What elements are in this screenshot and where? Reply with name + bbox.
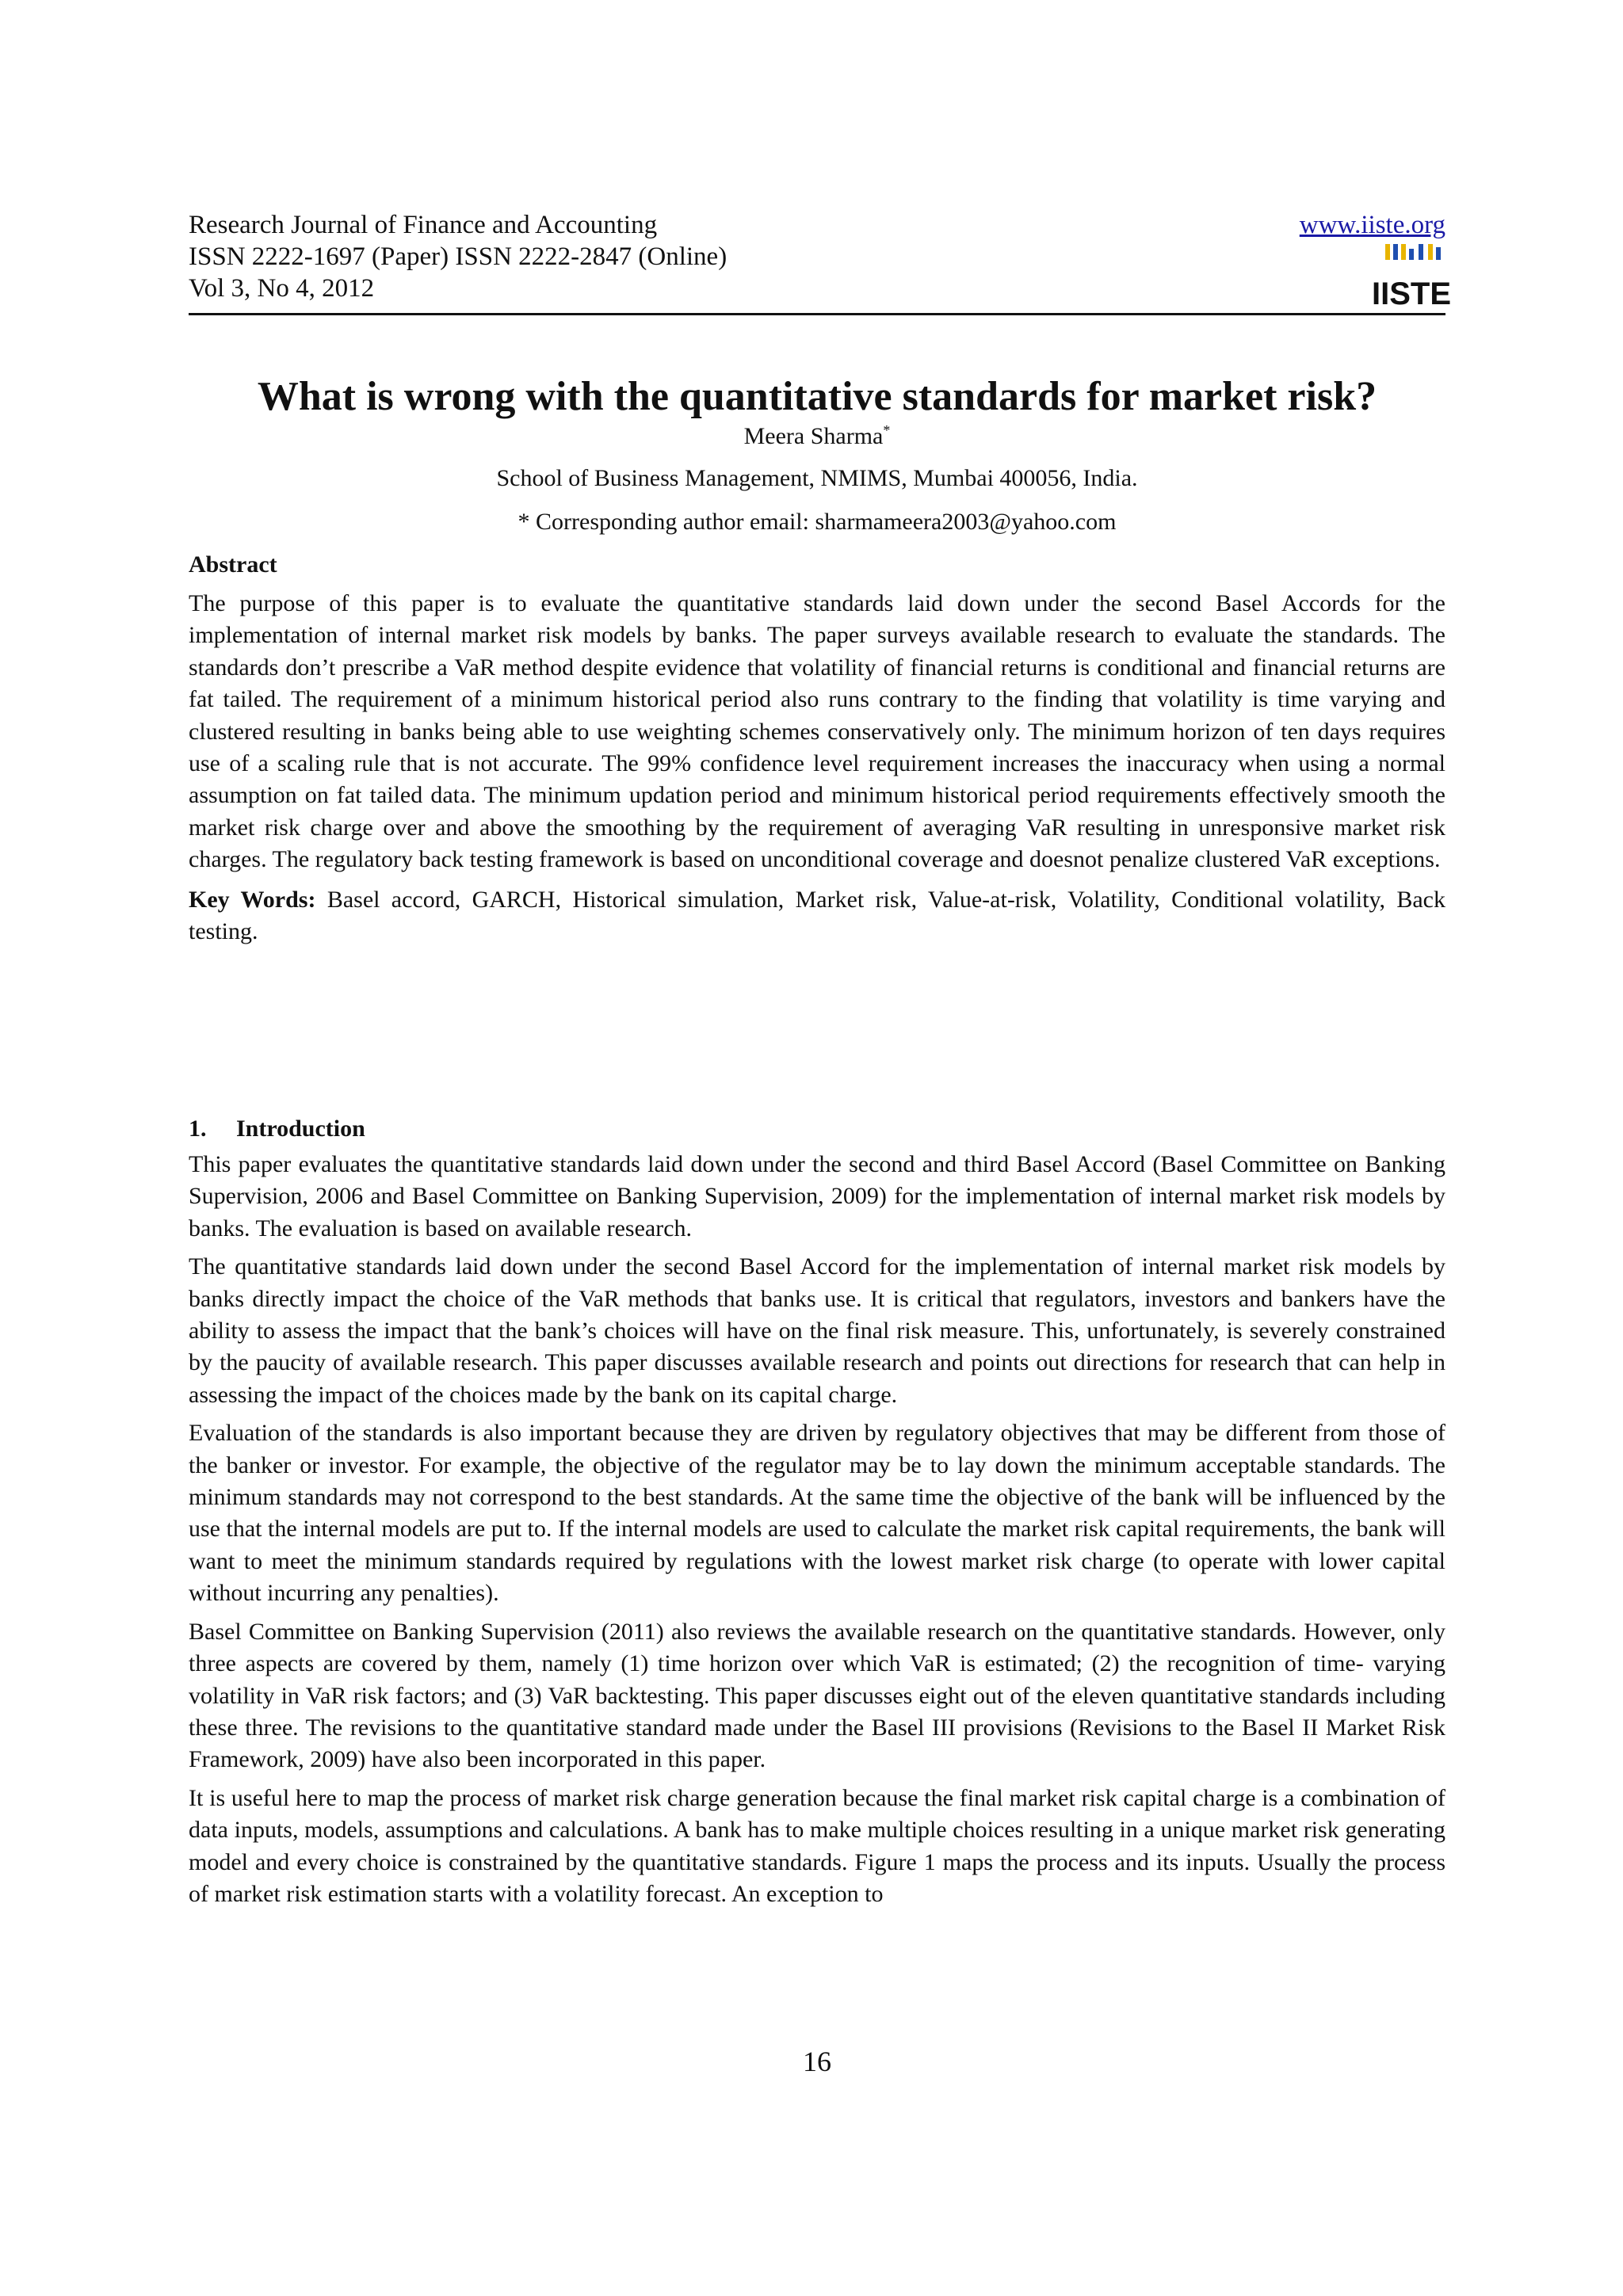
- affiliation: School of Business Management, NMIMS, Mumbai 400056, India.: [496, 465, 1138, 491]
- corresponding-author: * Corresponding author email: sharmameera2003@yahoo.com: [517, 509, 1117, 535]
- keywords-text: Basel accord, GARCH, Historical simulation, Market risk, Value-at-risk, Volatility, Conditional volatility, Back testing.: [189, 886, 1445, 945]
- paper-title: What is wrong with the quantitative standards for market risk?: [257, 374, 1377, 419]
- introduction-section: [189, 1114, 1445, 1910]
- author-line: [189, 421, 1445, 452]
- intro-paragraph-4: Basel Committee on Banking Supervision (2011) also reviews the available research on the quantitative standards. However, only three aspects are covered by them, namely (1) time horizon over which VaR is estimated; (2) the recognition of time- varying volatility in VaR risk factors; and (3) VaR backtesting. This paper discusses eight out of the eleven quantitative standards including these three. The revisions to the quantitative standard made under the Basel III provisions (Revisions to the Basel II Market Risk Framework, 2009) have also been incorporated in this paper.: [189, 1618, 1445, 1773]
- keywords: [189, 884, 1445, 948]
- section-title: Introduction: [236, 1116, 365, 1142]
- author-name: Meera Sharma: [743, 423, 884, 449]
- section-number: 1.: [189, 1116, 207, 1142]
- iiste-logo-icon: [1371, 242, 1452, 311]
- journal-issn: ISSN 2222-1697 (Paper) ISSN 2222-2847 (Online): [189, 242, 727, 271]
- abstract-section: [189, 550, 1445, 948]
- journal-url-link[interactable]: www.iiste.org: [1299, 211, 1445, 239]
- keywords-label: Key Words:: [189, 886, 316, 913]
- header-rule: [189, 313, 1445, 315]
- journal-volume: Vol 3, No 4, 2012: [189, 274, 375, 303]
- journal-header: [189, 209, 1452, 315]
- journal-name: Research Journal of Finance and Accounting: [189, 211, 658, 239]
- abstract-heading: Abstract: [189, 551, 277, 578]
- intro-paragraph-1: This paper evaluates the quantitative standards laid down under the second and third Basel Accord (Basel Committee on Banking Supervision, 2006 and Basel Committee on Banking Supervision, 2009) for the implementation of internal market risk models by banks. The evaluation is based on available research.: [189, 1151, 1445, 1241]
- intro-paragraph-2: The quantitative standards laid down under the second Basel Accord for the implementation of internal market risk models by banks directly impact the choice of the VaR methods that banks use. It is critical that regulators, investors and bankers have the ability to assess the impact that the bank’s choices will have on the final risk measure. This, unfortunately, is severely constrained by the paucity of available research. This paper discusses available research and points out directions for research that can help in assessing the impact of the choices made by the bank on its capital charge.: [189, 1253, 1445, 1408]
- page-number: 16: [803, 2046, 831, 2077]
- logo-text: IISTE: [1371, 277, 1452, 311]
- intro-paragraph-3: Evaluation of the standards is also important because they are driven by regulatory objectives that may be different from those of the banker or investor. For example, the objective of the regulator may be to lay down the minimum acceptable standards. The minimum standards may not correspond to the best standards. At the same time the objective of the bank will be influenced by the use that the internal models are put to. If the internal models are used to calculate the market risk capital requirements, the bank will want to meet the minimum standards required by regulations with the lowest market risk charge (to operate with lower capital without incurring any penalties).: [189, 1420, 1445, 1607]
- author-mark: *: [883, 422, 891, 438]
- section-heading: [189, 1114, 1445, 1144]
- intro-paragraph-5: It is useful here to map the process of market risk charge generation because the final market risk capital charge is a combination of data inputs, models, assumptions and calculations. A bank has to make multiple choices resulting in a unique market risk generating model and every choice is constrained by the quantitative standards. Figure 1 maps the process and its inputs. Usually the process of market risk estimation starts with a volatility forecast. An exception to: [189, 1784, 1445, 1907]
- abstract-text: The purpose of this paper is to evaluate the quantitative standards laid down under the second Basel Accords for the implementation of internal market risk models by banks. The paper surveys available research to evaluate the standards. The standards don’t prescribe a VaR method despite evidence that volatility of financial returns is conditional and financial returns are fat tailed. The requirement of a minimum historical period also runs contrary to the finding that volatility is time varying and clustered resulting in banks being able to use weighting schemes conservatively only. The minimum horizon of ten days requires use of a scaling rule that is not accurate. The 99% confidence level requirement increases the inaccuracy when using a normal assumption on fat tailed data. The minimum updation period and minimum historical period requirements effectively smooth the market risk charge over and above the smoothing by the requirement of averaging VaR resulting in unresponsive market risk charges. The regulatory back testing framework is based on unconditional coverage and doesnot penalize clustered VaR exceptions.: [189, 590, 1445, 873]
